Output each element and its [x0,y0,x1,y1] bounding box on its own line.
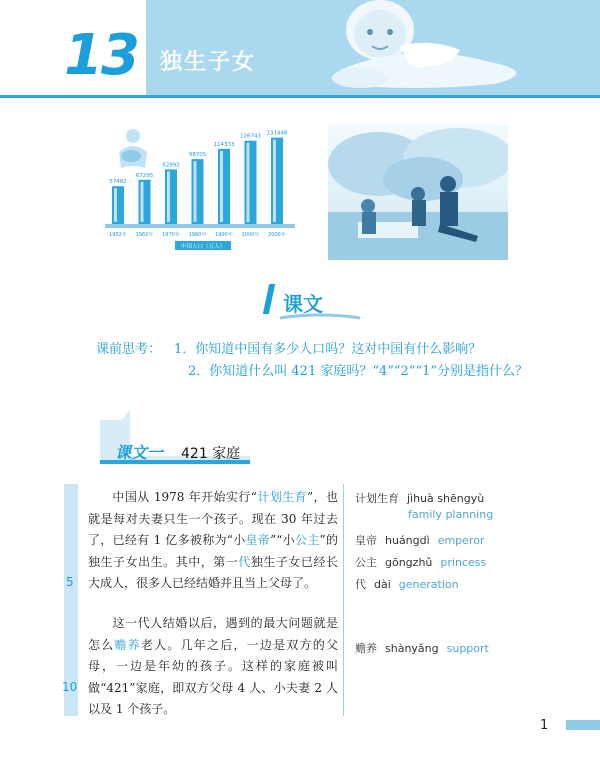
section-heading-bar [263,284,275,314]
chart-value-label: 82992 [162,162,180,169]
chart-value-label: 67295 [135,172,154,179]
chart-bar [245,141,257,224]
population-chart [95,120,305,260]
p2-text-a: 这一代人结婚以后，遇到的最大问题就是怎么 [88,616,338,652]
chart-bar [139,180,151,224]
paragraph-1 [88,487,338,595]
chart-bar [165,169,177,224]
keyword-princess: 公主 [294,533,320,547]
chart-bar [192,159,204,224]
text-one-title: 421 家庭 [181,446,241,462]
glossary-pinyin: jìhuà shēngyù [407,492,485,505]
glossary-hanzi: 代 [355,578,366,591]
glossary-hanzi: 计划生育 [355,492,399,505]
chart-value-label: 114333 [213,141,235,148]
keyword-emperor: 皇帝 [245,533,271,547]
chart-category-label: 1980年 [188,232,207,238]
glossary-english: support [446,642,489,655]
header-rule [0,95,600,98]
keyword-family-planning: 计划生育 [256,490,307,504]
baby-photo [300,0,600,92]
paragraph-2 [88,613,338,721]
chart-bar [218,149,230,224]
chart-value-label: 57482 [109,179,127,186]
glossary-english: emperor [437,534,485,547]
chart-value-label: 98705 [188,152,207,159]
chart-value-label: 126743 [240,133,261,140]
family-picnic-photo [328,124,508,260]
chart-bar-highlight [167,171,170,222]
text-one-label: 课文一 [115,443,164,462]
glossary-hanzi: 皇帝 [355,534,377,547]
line-number-5: 5 [66,575,74,589]
pre-lesson-question-2: 2．你知道什么叫 421 家庭吗？“4”“2”“1”分别是指什么？ [188,364,529,379]
glossary-pinyin: gōngzhǔ [385,556,433,569]
glossary-english: generation [398,578,459,591]
section-heading: 课文 [283,292,323,316]
chart-category-label: 2006年 [268,232,286,238]
glossary-hanzi: 赡养 [355,642,377,655]
glossary-item [355,576,459,592]
glossary-item [355,490,492,506]
chart-bar-highlight [273,140,276,222]
p1-text-a: 中国从 1978 年开始实行“ [112,490,257,504]
glossary-hanzi: 公主 [355,556,377,569]
glossary-pinyin: dài [374,578,391,591]
section-heading-underline [280,312,360,320]
chart-illustration [119,129,147,168]
legend-label: 中国人口（万人） [180,244,226,250]
glossary-item [355,554,486,570]
pre-lesson-question-1: 1．你知道中国有多少人口吗？这对中国有什么影响？ [174,342,482,357]
glossary-english: princess [440,556,487,569]
page-footer-bar [566,720,600,730]
chart-category-label: 1952年 [109,232,127,238]
chart-bar-highlight [141,182,144,222]
keyword-support: 赡养 [114,637,141,652]
p1-text-c: ”“小 [270,533,295,547]
p1-text-b: ”，也就是每对夫妻只生一个孩子。现在 30 年过去了，已经有 1 亿多被称为“小 [88,490,338,547]
chart-category-label: 2000年 [241,232,260,238]
glossary-item [355,532,484,548]
glossary-divider [343,484,344,716]
chart-category-label: 1990年 [215,232,233,238]
p1-text-d: ”的独生子女出生。其中，第一 [88,533,338,569]
line-number-10: 10 [62,680,78,694]
page-number: 1 [540,718,549,733]
lesson-title: 独生子女 [160,50,257,75]
chart-category-label: 1962年 [135,232,154,238]
keyword-generation: 代 [238,554,251,569]
chart-value-label: 131448 [266,130,288,137]
glossary-item [355,640,489,656]
chart-bar-highlight [194,161,197,222]
lesson-number: 13 [64,23,138,88]
chart-bar [112,186,124,224]
p2-text-b: 老人。几年之后，一边是双方的父母，一边是年幼的孩子。这样的家庭被叫做“421”家庭，即双方父母 4 人、小夫妻 2 人以及 1 个孩子。 [88,637,338,716]
glossary-pinyin: shànyǎng [385,642,439,655]
chart-bar-highlight [247,143,250,222]
chart-category-label: 1970年 [162,232,180,238]
pre-lesson-label: 课前思考： [96,342,162,357]
chart-bar-highlight [114,188,117,222]
glossary-pinyin: huángdì [385,534,430,547]
glossary-english: family planning [408,508,494,521]
chart-bar-highlight [220,151,223,222]
chart-bar [271,138,283,224]
p1-text-e: 独生子女已经长大成人，很多人已经结婚并且当上父母了。 [88,554,338,590]
